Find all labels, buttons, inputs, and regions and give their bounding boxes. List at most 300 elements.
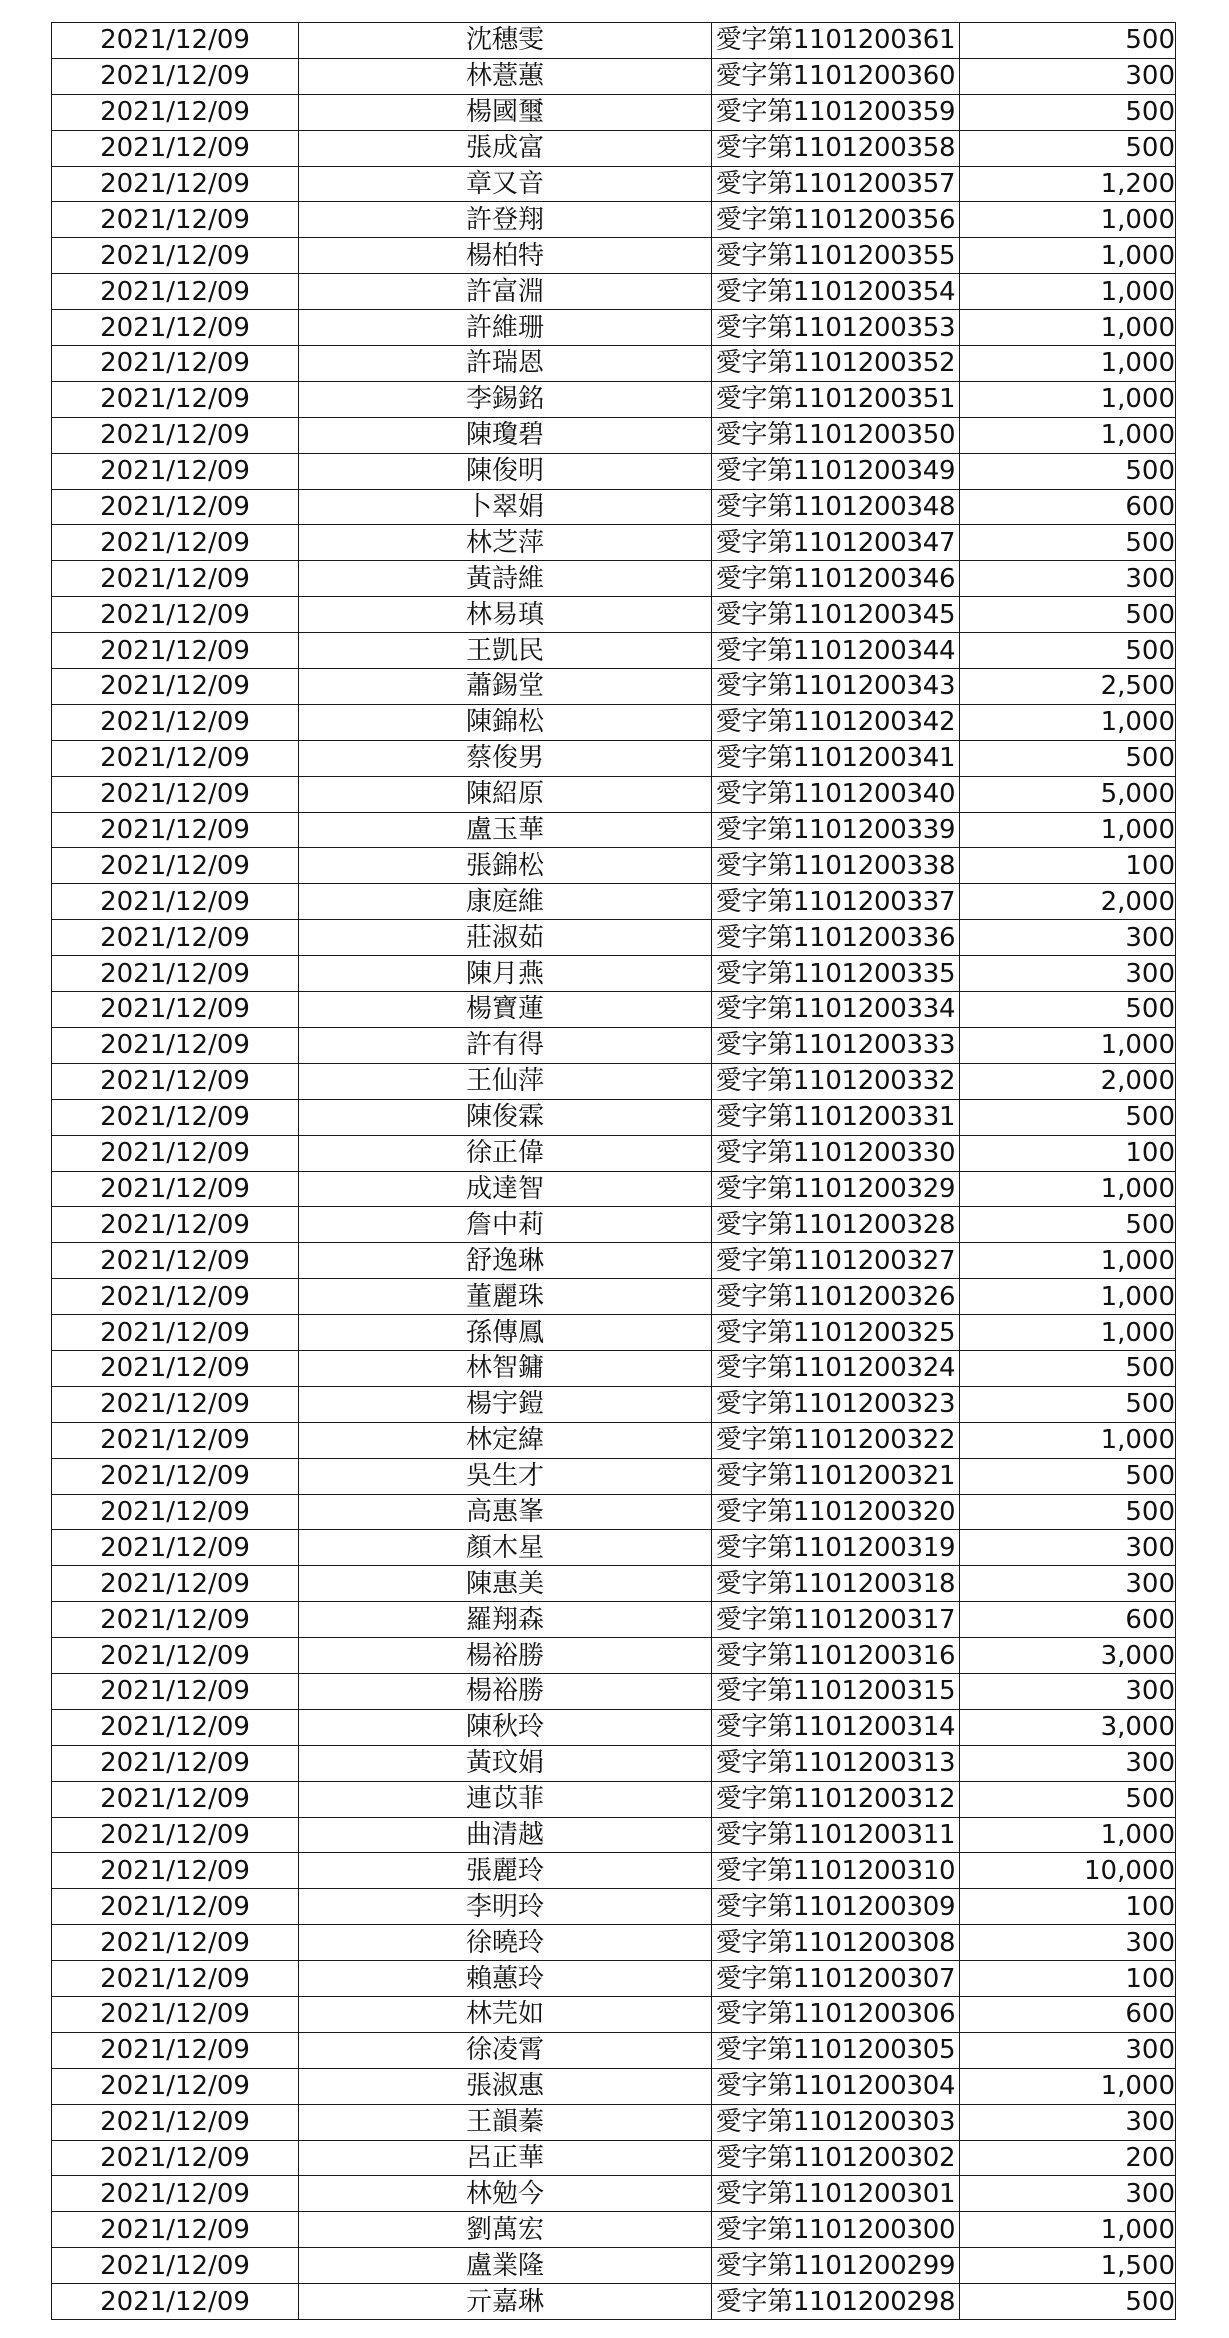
donor-name-cell: 楊柏特 [299, 238, 712, 274]
date-cell: 2021/12/09 [52, 1386, 299, 1422]
donor-name-cell: 陳俊明 [299, 453, 712, 489]
receipt-number-cell: 愛字第1101200328 [712, 1207, 960, 1243]
receipt-number-cell: 愛字第1101200306 [712, 1996, 960, 2032]
donor-name-cell: 呂正華 [299, 2140, 712, 2176]
table-row [52, 525, 1176, 561]
receipt-number-cell: 愛字第1101200310 [712, 1853, 960, 1889]
amount-cell: 500 [960, 1781, 1176, 1817]
table-row [52, 1853, 1176, 1889]
table-row [52, 1996, 1176, 2032]
date-cell: 2021/12/09 [52, 1781, 299, 1817]
date-cell: 2021/12/09 [52, 94, 299, 130]
receipt-number-cell: 愛字第1101200361 [712, 23, 960, 59]
receipt-number-cell: 愛字第1101200352 [712, 346, 960, 382]
receipt-number-cell: 愛字第1101200346 [712, 561, 960, 597]
donor-name-cell: 蕭錫堂 [299, 669, 712, 705]
date-cell: 2021/12/09 [52, 597, 299, 633]
table-row [52, 2140, 1176, 2176]
date-cell: 2021/12/09 [52, 1099, 299, 1135]
table-row [52, 238, 1176, 274]
donor-name-cell: 沈穗雯 [299, 23, 712, 59]
amount-cell: 500 [960, 992, 1176, 1028]
donor-name-cell: 高惠峯 [299, 1494, 712, 1530]
amount-cell: 2,000 [960, 1063, 1176, 1099]
amount-cell: 1,000 [960, 704, 1176, 740]
amount-cell: 300 [960, 956, 1176, 992]
table-row [52, 2284, 1176, 2320]
date-cell: 2021/12/09 [52, 310, 299, 346]
donor-name-cell: 李錫銘 [299, 381, 712, 417]
date-cell: 2021/12/09 [52, 453, 299, 489]
receipt-number-cell: 愛字第1101200339 [712, 812, 960, 848]
table-row [52, 2248, 1176, 2284]
receipt-number-cell: 愛字第1101200298 [712, 2284, 960, 2320]
table-row [52, 1781, 1176, 1817]
amount-cell: 600 [960, 1602, 1176, 1638]
donor-name-cell: 章又音 [299, 166, 712, 202]
date-cell: 2021/12/09 [52, 202, 299, 238]
table-row [52, 310, 1176, 346]
amount-cell: 2,000 [960, 884, 1176, 920]
date-cell: 2021/12/09 [52, 1709, 299, 1745]
table-row [52, 130, 1176, 166]
donor-name-cell: 吳生才 [299, 1458, 712, 1494]
receipt-number-cell: 愛字第1101200309 [712, 1889, 960, 1925]
donor-name-cell: 王韻蓁 [299, 2104, 712, 2140]
amount-cell: 300 [960, 1925, 1176, 1961]
receipt-number-cell: 愛字第1101200325 [712, 1315, 960, 1351]
table-row [52, 956, 1176, 992]
receipt-number-cell: 愛字第1101200323 [712, 1386, 960, 1422]
date-cell: 2021/12/09 [52, 1063, 299, 1099]
date-cell: 2021/12/09 [52, 130, 299, 166]
amount-cell: 500 [960, 453, 1176, 489]
table-row [52, 1709, 1176, 1745]
date-cell: 2021/12/09 [52, 2068, 299, 2104]
receipt-number-cell: 愛字第1101200319 [712, 1530, 960, 1566]
date-cell: 2021/12/09 [52, 776, 299, 812]
donor-name-cell: 徐曉玲 [299, 1925, 712, 1961]
receipt-number-cell: 愛字第1101200359 [712, 94, 960, 130]
table-row [52, 633, 1176, 669]
donor-name-cell: 林芝萍 [299, 525, 712, 561]
amount-cell: 1,000 [960, 346, 1176, 382]
receipt-number-cell: 愛字第1101200334 [712, 992, 960, 1028]
table-row [52, 453, 1176, 489]
donor-name-cell: 舒逸琳 [299, 1243, 712, 1279]
amount-cell: 1,000 [960, 812, 1176, 848]
date-cell: 2021/12/09 [52, 274, 299, 310]
table-row [52, 884, 1176, 920]
donor-name-cell: 陳錦松 [299, 704, 712, 740]
donor-name-cell: 楊裕勝 [299, 1638, 712, 1674]
donor-name-cell: 連苡菲 [299, 1781, 712, 1817]
table-row [52, 381, 1176, 417]
table-row [52, 1350, 1176, 1386]
donor-name-cell: 張淑惠 [299, 2068, 712, 2104]
table-row [52, 2104, 1176, 2140]
donor-name-cell: 亓嘉琳 [299, 2284, 712, 2320]
donor-name-cell: 林易瑱 [299, 597, 712, 633]
table-row [52, 274, 1176, 310]
table-row [52, 1315, 1176, 1351]
receipt-number-cell: 愛字第1101200347 [712, 525, 960, 561]
donor-name-cell: 賴蕙玲 [299, 1961, 712, 1997]
donor-name-cell: 蔡俊男 [299, 740, 712, 776]
receipt-number-cell: 愛字第1101200327 [712, 1243, 960, 1279]
date-cell: 2021/12/09 [52, 1566, 299, 1602]
date-cell: 2021/12/09 [52, 489, 299, 525]
date-cell: 2021/12/09 [52, 1207, 299, 1243]
amount-cell: 3,000 [960, 1709, 1176, 1745]
date-cell: 2021/12/09 [52, 58, 299, 94]
date-cell: 2021/12/09 [52, 669, 299, 705]
receipt-number-cell: 愛字第1101200357 [712, 166, 960, 202]
date-cell: 2021/12/09 [52, 1171, 299, 1207]
table-row [52, 1925, 1176, 1961]
amount-cell: 1,000 [960, 238, 1176, 274]
amount-cell: 300 [960, 1530, 1176, 1566]
date-cell: 2021/12/09 [52, 920, 299, 956]
date-cell: 2021/12/09 [52, 561, 299, 597]
donor-name-cell: 楊裕勝 [299, 1673, 712, 1709]
donor-name-cell: 曲清越 [299, 1817, 712, 1853]
table-row [52, 1745, 1176, 1781]
donor-name-cell: 林勉今 [299, 2176, 712, 2212]
donor-name-cell: 許維珊 [299, 310, 712, 346]
receipt-number-cell: 愛字第1101200314 [712, 1709, 960, 1745]
amount-cell: 500 [960, 23, 1176, 59]
table-row [52, 202, 1176, 238]
amount-cell: 500 [960, 1099, 1176, 1135]
table-row [52, 669, 1176, 705]
table-row [52, 1207, 1176, 1243]
receipt-number-cell: 愛字第1101200308 [712, 1925, 960, 1961]
date-cell: 2021/12/09 [52, 1530, 299, 1566]
receipt-number-cell: 愛字第1101200335 [712, 956, 960, 992]
amount-cell: 1,000 [960, 417, 1176, 453]
receipt-number-cell: 愛字第1101200321 [712, 1458, 960, 1494]
donation-ledger [51, 22, 1175, 2320]
donor-name-cell: 許富淵 [299, 274, 712, 310]
receipt-number-cell: 愛字第1101200358 [712, 130, 960, 166]
donor-name-cell: 徐正偉 [299, 1135, 712, 1171]
date-cell: 2021/12/09 [52, 2248, 299, 2284]
donor-name-cell: 王仙萍 [299, 1063, 712, 1099]
amount-cell: 300 [960, 561, 1176, 597]
table-row [52, 1422, 1176, 1458]
amount-cell: 2,500 [960, 669, 1176, 705]
table-row [52, 1889, 1176, 1925]
amount-cell: 1,000 [960, 202, 1176, 238]
amount-cell: 500 [960, 525, 1176, 561]
table-row [52, 2212, 1176, 2248]
date-cell: 2021/12/09 [52, 238, 299, 274]
table-row [52, 1099, 1176, 1135]
donor-name-cell: 張錦松 [299, 848, 712, 884]
table-row [52, 1027, 1176, 1063]
table-row [52, 1386, 1176, 1422]
donor-name-cell: 張麗玲 [299, 1853, 712, 1889]
amount-cell: 600 [960, 489, 1176, 525]
date-cell: 2021/12/09 [52, 1853, 299, 1889]
table-row [52, 920, 1176, 956]
donor-name-cell: 康庭維 [299, 884, 712, 920]
table-row [52, 597, 1176, 633]
amount-cell: 1,500 [960, 2248, 1176, 2284]
receipt-number-cell: 愛字第1101200350 [712, 417, 960, 453]
date-cell: 2021/12/09 [52, 346, 299, 382]
receipt-number-cell: 愛字第1101200332 [712, 1063, 960, 1099]
receipt-number-cell: 愛字第1101200303 [712, 2104, 960, 2140]
amount-cell: 3,000 [960, 1638, 1176, 1674]
date-cell: 2021/12/09 [52, 417, 299, 453]
amount-cell: 5,000 [960, 776, 1176, 812]
amount-cell: 300 [960, 920, 1176, 956]
date-cell: 2021/12/09 [52, 812, 299, 848]
receipt-number-cell: 愛字第1101200307 [712, 1961, 960, 1997]
amount-cell: 10,000 [960, 1853, 1176, 1889]
amount-cell: 500 [960, 1386, 1176, 1422]
receipt-number-cell: 愛字第1101200336 [712, 920, 960, 956]
amount-cell: 300 [960, 2176, 1176, 2212]
date-cell: 2021/12/09 [52, 1315, 299, 1351]
table-row [52, 848, 1176, 884]
amount-cell: 100 [960, 848, 1176, 884]
amount-cell: 300 [960, 2032, 1176, 2068]
receipt-number-cell: 愛字第1101200316 [712, 1638, 960, 1674]
receipt-number-cell: 愛字第1101200320 [712, 1494, 960, 1530]
amount-cell: 100 [960, 1135, 1176, 1171]
receipt-number-cell: 愛字第1101200326 [712, 1279, 960, 1315]
date-cell: 2021/12/09 [52, 633, 299, 669]
receipt-number-cell: 愛字第1101200343 [712, 669, 960, 705]
date-cell: 2021/12/09 [52, 1817, 299, 1853]
table-row [52, 1458, 1176, 1494]
amount-cell: 300 [960, 58, 1176, 94]
receipt-number-cell: 愛字第1101200304 [712, 2068, 960, 2104]
donor-name-cell: 董麗珠 [299, 1279, 712, 1315]
receipt-number-cell: 愛字第1101200312 [712, 1781, 960, 1817]
date-cell: 2021/12/09 [52, 1494, 299, 1530]
receipt-number-cell: 愛字第1101200302 [712, 2140, 960, 2176]
donor-name-cell: 黃詩維 [299, 561, 712, 597]
amount-cell: 600 [960, 1996, 1176, 2032]
date-cell: 2021/12/09 [52, 1135, 299, 1171]
date-cell: 2021/12/09 [52, 2104, 299, 2140]
table-row [52, 2176, 1176, 2212]
table-row [52, 1817, 1176, 1853]
date-cell: 2021/12/09 [52, 1027, 299, 1063]
table-row [52, 704, 1176, 740]
receipt-number-cell: 愛字第1101200333 [712, 1027, 960, 1063]
receipt-number-cell: 愛字第1101200324 [712, 1350, 960, 1386]
amount-cell: 1,000 [960, 381, 1176, 417]
donor-name-cell: 陳月燕 [299, 956, 712, 992]
donor-name-cell: 林薏蕙 [299, 58, 712, 94]
receipt-number-cell: 愛字第1101200348 [712, 489, 960, 525]
date-cell: 2021/12/09 [52, 1925, 299, 1961]
table-row [52, 417, 1176, 453]
receipt-number-cell: 愛字第1101200356 [712, 202, 960, 238]
receipt-number-cell: 愛字第1101200355 [712, 238, 960, 274]
donor-name-cell: 莊淑茹 [299, 920, 712, 956]
donor-name-cell: 徐凌霄 [299, 2032, 712, 2068]
date-cell: 2021/12/09 [52, 1422, 299, 1458]
donor-name-cell: 成達智 [299, 1171, 712, 1207]
table-row [52, 1638, 1176, 1674]
date-cell: 2021/12/09 [52, 1889, 299, 1925]
table-body [52, 23, 1176, 2320]
date-cell: 2021/12/09 [52, 2212, 299, 2248]
date-cell: 2021/12/09 [52, 2140, 299, 2176]
donor-name-cell: 盧玉華 [299, 812, 712, 848]
receipt-number-cell: 愛字第1101200337 [712, 884, 960, 920]
date-cell: 2021/12/09 [52, 884, 299, 920]
amount-cell: 1,000 [960, 1027, 1176, 1063]
date-cell: 2021/12/09 [52, 1638, 299, 1674]
donor-name-cell: 王凱民 [299, 633, 712, 669]
table-row [52, 1171, 1176, 1207]
donor-name-cell: 陳瓊碧 [299, 417, 712, 453]
amount-cell: 1,000 [960, 1243, 1176, 1279]
date-cell: 2021/12/09 [52, 1602, 299, 1638]
table-row [52, 561, 1176, 597]
date-cell: 2021/12/09 [52, 23, 299, 59]
donor-name-cell: 楊國璽 [299, 94, 712, 130]
table-row [52, 1243, 1176, 1279]
donor-name-cell: 卜翠娟 [299, 489, 712, 525]
donor-name-cell: 林芫如 [299, 1996, 712, 2032]
amount-cell: 1,000 [960, 2068, 1176, 2104]
donor-name-cell: 許登翔 [299, 202, 712, 238]
table-row [52, 1063, 1176, 1099]
amount-cell: 100 [960, 1889, 1176, 1925]
receipt-number-cell: 愛字第1101200331 [712, 1099, 960, 1135]
table-row [52, 740, 1176, 776]
amount-cell: 200 [960, 2140, 1176, 2176]
donor-name-cell: 黃玟娟 [299, 1745, 712, 1781]
table-row [52, 1279, 1176, 1315]
donation-table [51, 22, 1176, 2320]
amount-cell: 300 [960, 1745, 1176, 1781]
donor-name-cell: 陳秋玲 [299, 1709, 712, 1745]
table-row [52, 166, 1176, 202]
donor-name-cell: 劉萬宏 [299, 2212, 712, 2248]
donor-name-cell: 許有得 [299, 1027, 712, 1063]
amount-cell: 300 [960, 1566, 1176, 1602]
receipt-number-cell: 愛字第1101200351 [712, 381, 960, 417]
date-cell: 2021/12/09 [52, 1996, 299, 2032]
amount-cell: 500 [960, 1494, 1176, 1530]
date-cell: 2021/12/09 [52, 166, 299, 202]
donor-name-cell: 陳惠美 [299, 1566, 712, 1602]
table-row [52, 346, 1176, 382]
donor-name-cell: 李明玲 [299, 1889, 712, 1925]
donor-name-cell: 詹中莉 [299, 1207, 712, 1243]
receipt-number-cell: 愛字第1101200299 [712, 2248, 960, 2284]
date-cell: 2021/12/09 [52, 1350, 299, 1386]
donor-name-cell: 盧業隆 [299, 2248, 712, 2284]
date-cell: 2021/12/09 [52, 2176, 299, 2212]
amount-cell: 1,000 [960, 1315, 1176, 1351]
date-cell: 2021/12/09 [52, 1961, 299, 1997]
amount-cell: 100 [960, 1961, 1176, 1997]
donor-name-cell: 孫傳鳳 [299, 1315, 712, 1351]
receipt-number-cell: 愛字第1101200340 [712, 776, 960, 812]
amount-cell: 300 [960, 2104, 1176, 2140]
donor-name-cell: 陳紹原 [299, 776, 712, 812]
receipt-number-cell: 愛字第1101200329 [712, 1171, 960, 1207]
table-row [52, 992, 1176, 1028]
table-row [52, 1961, 1176, 1997]
donor-name-cell: 陳俊霖 [299, 1099, 712, 1135]
date-cell: 2021/12/09 [52, 1745, 299, 1781]
date-cell: 2021/12/09 [52, 1279, 299, 1315]
donor-name-cell: 林智鏞 [299, 1350, 712, 1386]
table-row [52, 1494, 1176, 1530]
receipt-number-cell: 愛字第1101200354 [712, 274, 960, 310]
donor-name-cell: 顏木星 [299, 1530, 712, 1566]
receipt-number-cell: 愛字第1101200315 [712, 1673, 960, 1709]
receipt-number-cell: 愛字第1101200322 [712, 1422, 960, 1458]
receipt-number-cell: 愛字第1101200341 [712, 740, 960, 776]
donor-name-cell: 羅翔森 [299, 1602, 712, 1638]
table-row [52, 1673, 1176, 1709]
table-row [52, 489, 1176, 525]
amount-cell: 500 [960, 597, 1176, 633]
receipt-number-cell: 愛字第1101200330 [712, 1135, 960, 1171]
receipt-number-cell: 愛字第1101200349 [712, 453, 960, 489]
receipt-number-cell: 愛字第1101200360 [712, 58, 960, 94]
amount-cell: 300 [960, 1673, 1176, 1709]
donor-name-cell: 楊寶蓮 [299, 992, 712, 1028]
amount-cell: 1,000 [960, 1279, 1176, 1315]
amount-cell: 1,200 [960, 166, 1176, 202]
date-cell: 2021/12/09 [52, 704, 299, 740]
donor-name-cell: 許瑞恩 [299, 346, 712, 382]
date-cell: 2021/12/09 [52, 1243, 299, 1279]
date-cell: 2021/12/09 [52, 1458, 299, 1494]
amount-cell: 500 [960, 2284, 1176, 2320]
table-row [52, 776, 1176, 812]
receipt-number-cell: 愛字第1101200344 [712, 633, 960, 669]
amount-cell: 500 [960, 633, 1176, 669]
table-row [52, 812, 1176, 848]
amount-cell: 500 [960, 1458, 1176, 1494]
date-cell: 2021/12/09 [52, 992, 299, 1028]
table-row [52, 58, 1176, 94]
date-cell: 2021/12/09 [52, 956, 299, 992]
table-row [52, 1530, 1176, 1566]
receipt-number-cell: 愛字第1101200305 [712, 2032, 960, 2068]
receipt-number-cell: 愛字第1101200342 [712, 704, 960, 740]
amount-cell: 1,000 [960, 1171, 1176, 1207]
donor-name-cell: 楊宇鎧 [299, 1386, 712, 1422]
date-cell: 2021/12/09 [52, 2284, 299, 2320]
table-row [52, 1602, 1176, 1638]
date-cell: 2021/12/09 [52, 2032, 299, 2068]
receipt-number-cell: 愛字第1101200345 [712, 597, 960, 633]
donor-name-cell: 林定緯 [299, 1422, 712, 1458]
receipt-number-cell: 愛字第1101200318 [712, 1566, 960, 1602]
amount-cell: 1,000 [960, 1817, 1176, 1853]
receipt-number-cell: 愛字第1101200353 [712, 310, 960, 346]
amount-cell: 1,000 [960, 2212, 1176, 2248]
receipt-number-cell: 愛字第1101200338 [712, 848, 960, 884]
receipt-number-cell: 愛字第1101200311 [712, 1817, 960, 1853]
table-row [52, 1566, 1176, 1602]
